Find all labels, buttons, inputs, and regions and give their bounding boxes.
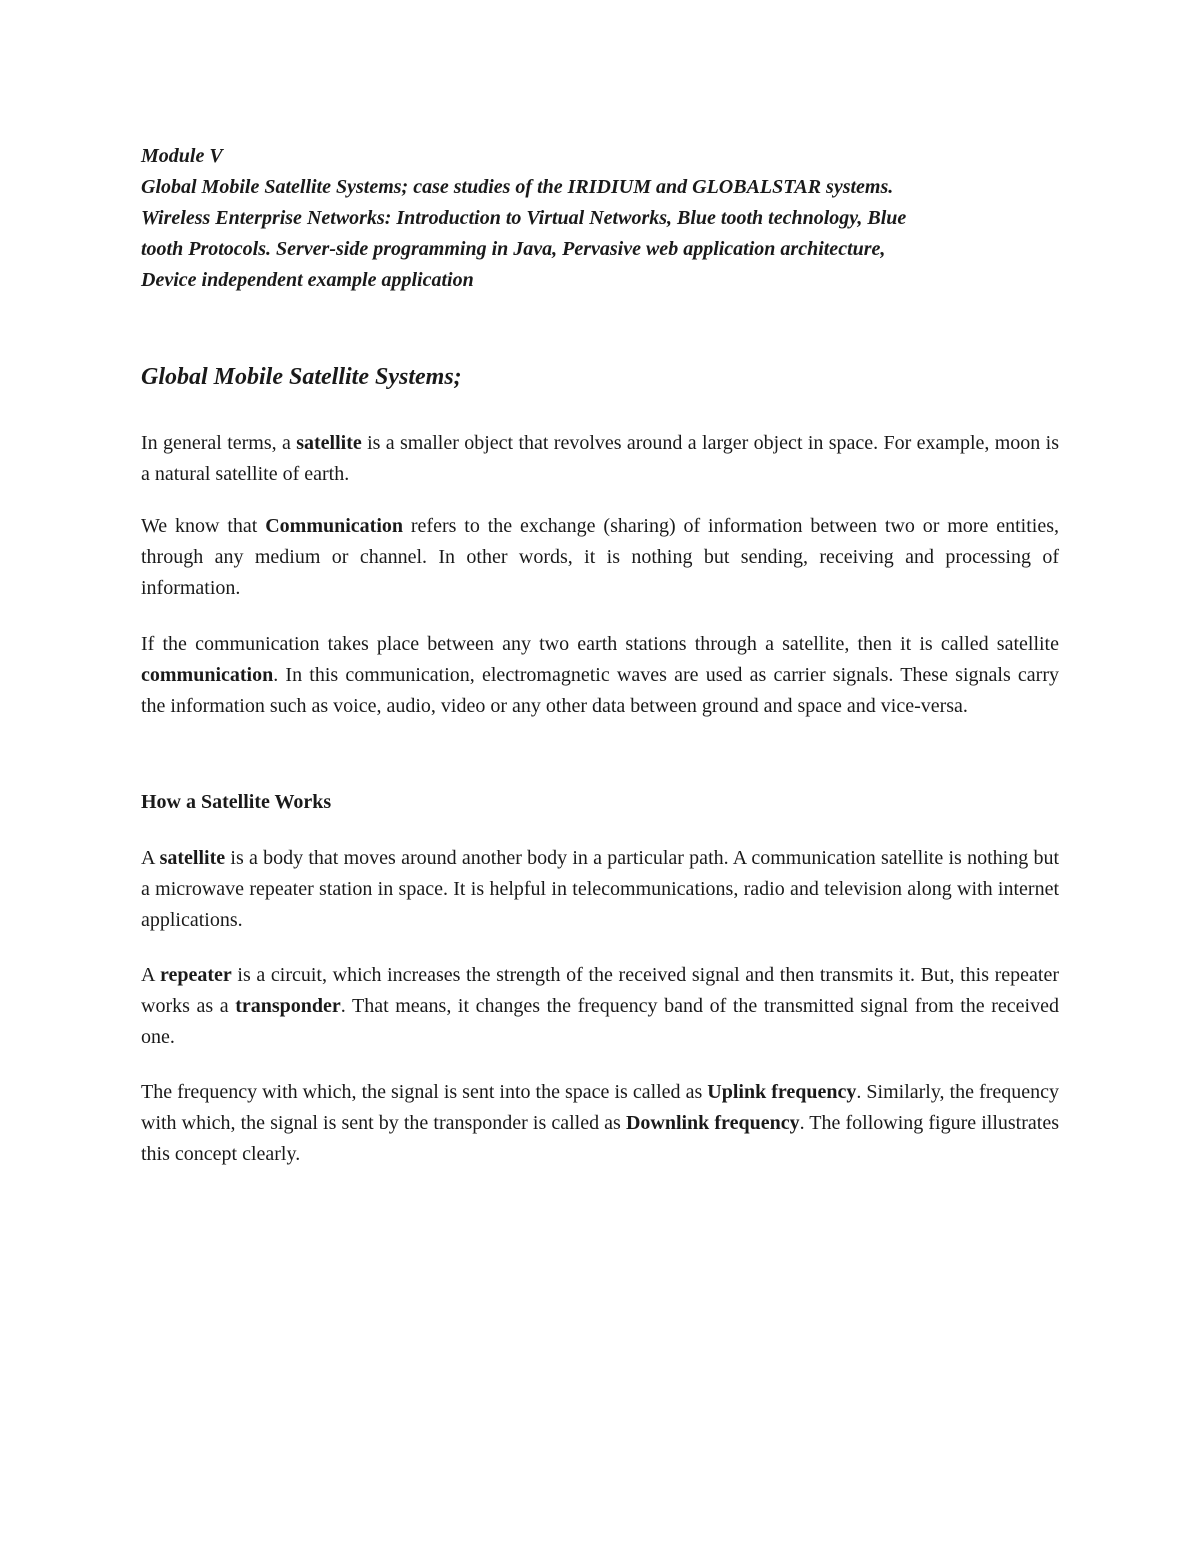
- paragraph-satellite-communication: [141, 629, 1059, 722]
- paragraph-repeater: [141, 960, 1059, 1053]
- subheading-how-satellite-works: How a Satellite Works: [141, 791, 332, 813]
- p5-bold-repeater: repeater: [159, 964, 232, 986]
- module-title: Module V: [141, 145, 223, 167]
- p5-text-a: A: [141, 964, 160, 986]
- p4-text-c: is a body that moves around another body in a particular path. A communication satellite is nothing but a microwave repeater station in space. It is helpful in telecommunications, radio and television along with internet applications.: [141, 847, 1060, 931]
- module-topics-line-2: Wireless Enterprise Networks: Introduction to Virtual Networks, Blue tooth technology, Blue: [141, 207, 907, 229]
- p4-bold-satellite: satellite: [159, 847, 226, 869]
- p5-text-e: . That means, it changes the frequency band of the transmitted signal from the received one.: [141, 995, 1059, 1048]
- p2-text-a: We know that: [141, 515, 266, 537]
- p6-bold-downlink: Downlink frequency: [625, 1112, 800, 1134]
- p3-bold-communication: communication: [141, 664, 274, 686]
- module-topics-line-4: Device independent example application: [141, 269, 474, 291]
- p3-text-c: . In this communication, electromagnetic waves are used as carrier signals. These signals carry the information such as voice, audio, video or any other data between ground and space and vice-versa.: [141, 664, 1059, 717]
- p1-bold-satellite: satellite: [296, 432, 362, 454]
- p1-text-c: is a smaller object that revolves around a larger object in space. For example, moon is a natural satellite of earth.: [141, 432, 1059, 485]
- p6-text-a: The frequency with which, the signal is sent into the space is called as: [141, 1081, 708, 1103]
- paragraph-frequencies: [141, 1077, 1059, 1170]
- p2-bold-communication: Communication: [265, 515, 404, 537]
- p3-text-a: If the communication takes place between any two earth stations through a satellite, then it is called satellite: [141, 633, 1059, 655]
- p4-text-a: A: [141, 847, 160, 869]
- p1-text-a: In general terms, a: [141, 432, 297, 454]
- p2-text-c: refers to the exchange (sharing) of information between two or more entities, through any medium or channel. In other words, it is nothing but sending, receiving and processing of information.: [141, 515, 1059, 599]
- p6-text-c: . Similarly, the frequency with which, the signal is sent by the transponder is called as: [141, 1081, 1059, 1134]
- paragraph-communication-definition: [141, 511, 1059, 604]
- p5-text-c: is a circuit, which increases the strength of the received signal and then transmits it. But, this repeater works as a: [141, 964, 1060, 1017]
- p6-bold-uplink: Uplink frequency: [707, 1081, 857, 1103]
- paragraph-satellite-body: [141, 843, 1059, 936]
- paragraph-satellite-definition: [141, 428, 1059, 490]
- p6-text-e: . The following figure illustrates this concept clearly.: [141, 1112, 1059, 1165]
- module-topics-line-1: Global Mobile Satellite Systems; case studies of the IRIDIUM and GLOBALSTAR systems.: [141, 176, 894, 198]
- section-heading: Global Mobile Satellite Systems;: [141, 364, 462, 390]
- module-overview: [141, 141, 1059, 296]
- p5-bold-transponder: transponder: [235, 995, 341, 1017]
- page-content: [141, 141, 1060, 1165]
- module-topics-line-3: tooth Protocols. Server-side programming in Java, Pervasive web application architecture,: [141, 238, 886, 260]
